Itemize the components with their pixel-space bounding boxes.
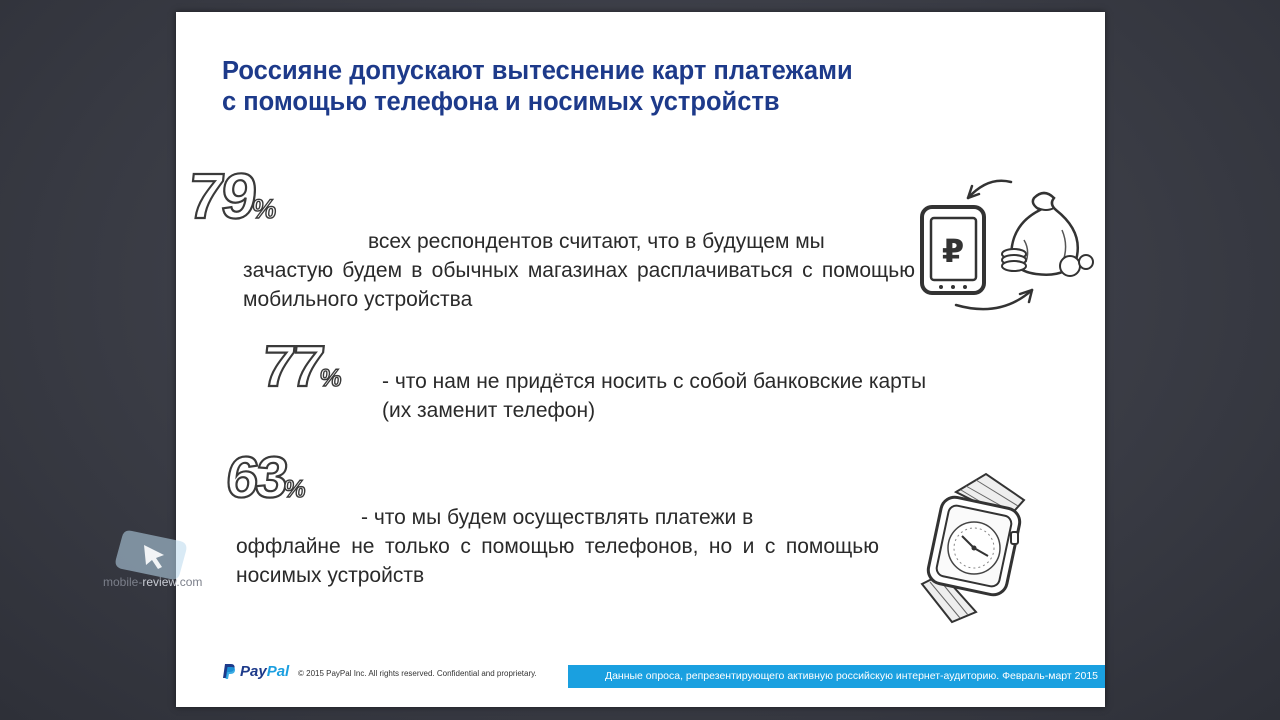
wm-suffix: .com: [176, 575, 203, 589]
paypal-p-icon: [222, 663, 236, 680]
paypal-logo: [222, 663, 289, 680]
stat-unit: %: [318, 365, 344, 392]
stat-77-number: [258, 334, 346, 408]
stat-value: 79: [184, 160, 258, 232]
stat-text-rest: оффлайне не только с помощью телефонов, но и с помощью носимых устройств: [236, 535, 879, 587]
copyright-text: © 2015 PayPal Inc. All rights reserved. Confidential and proprietary.: [298, 669, 537, 678]
stat-unit: %: [250, 194, 278, 224]
smartwatch-icon: [916, 472, 1028, 624]
slide: [176, 12, 1105, 707]
ruble-sign: ₽: [941, 232, 965, 270]
source-note: Данные опроса, репрезентирующего активную российскую интернет-аудиторию. Февраль-март 2015: [568, 665, 1105, 688]
stat-text-line: - что мы будем осуществлять платежи в: [361, 506, 754, 529]
title-line-2: с помощью телефона и носимых устройств: [222, 88, 780, 116]
wm-prefix: mobile-: [103, 575, 143, 589]
slide-title: [222, 56, 982, 118]
stat-text-line: всех респондентов считают, что в будущем мы: [368, 230, 825, 253]
title-line-1: Россияне допускают вытеснение карт платежами: [222, 57, 853, 85]
phone-ruble-moneybag-icon: [916, 170, 1096, 315]
stat-text-line-2: (их заменит телефон): [382, 399, 596, 422]
wordmark-pal: Pal: [266, 663, 290, 680]
stat-77-text: [382, 367, 982, 425]
stat-value: 77: [259, 334, 325, 399]
watermark-text: [103, 575, 202, 589]
stat-unit: %: [282, 476, 308, 503]
stat-79-text: [243, 227, 915, 314]
stat-text-rest: зачастую будем в обычных магазинах расплачиваться с помощью мобильного устройства: [243, 259, 915, 311]
stat-63-text: [236, 503, 879, 590]
paypal-wordmark: [240, 663, 289, 680]
wm-site: review: [142, 575, 177, 589]
wordmark-pay: Pay: [240, 663, 267, 680]
stat-value: 63: [223, 445, 289, 510]
stat-text-line: - что нам не придётся носить с собой банковские карты: [382, 370, 927, 393]
